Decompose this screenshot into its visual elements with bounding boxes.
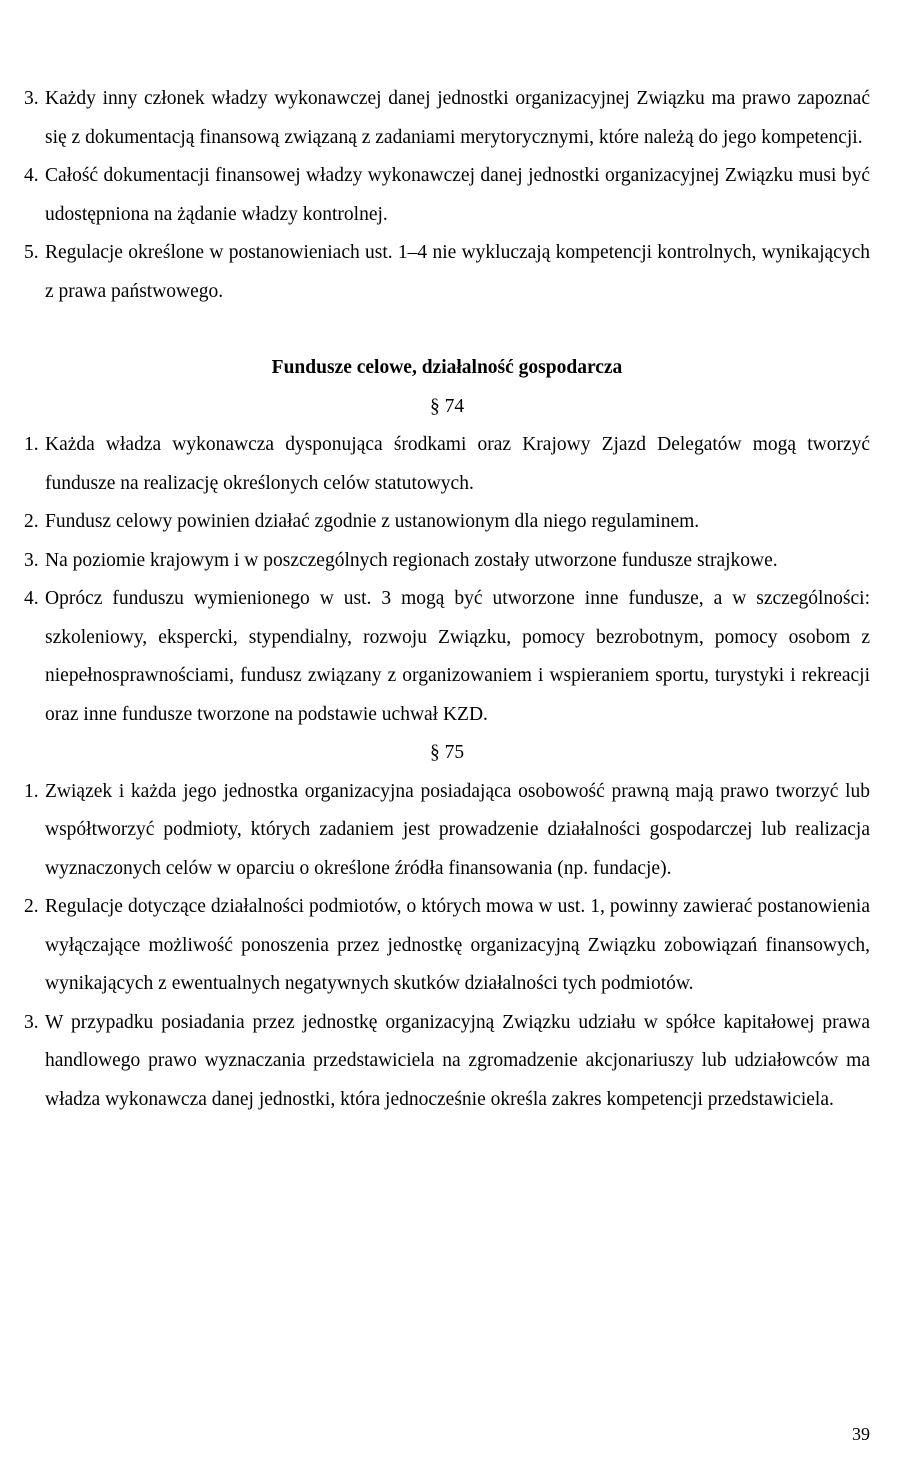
item-number: 1.: [24, 780, 39, 802]
list-item: [24, 1004, 870, 1120]
section-heading: Fundusze celowe, działalność gospodarcza: [271, 357, 623, 378]
sec74-list: [24, 426, 870, 734]
item-text: Fundusz celowy powinien działać zgodnie z ustanowionym dla niego regulaminem.: [45, 511, 700, 532]
paragraph-mark-75: § 75: [429, 742, 465, 763]
list-item: [24, 157, 870, 234]
item-number: 4.: [24, 588, 39, 609]
item-number: 1.: [24, 434, 39, 455]
item-text: Każda władza wykonawcza dysponująca środkami oraz Krajowy Zjazd Delegatów mogą tworzyć fundusze na realizację określonych celów statutowych.: [45, 434, 870, 494]
item-text: Związek i każda jego jednostka organizacyjna posiadająca osobowość prawną mają prawo tworzyć lub współtworzyć podmioty, których zadaniem jest prowadzenie działalności gospodarczej lub realizacja wyznaczonych celów w oparciu o określone źródła finansowania (np. fundacje).: [45, 780, 870, 879]
list-item: [24, 773, 870, 889]
item-number: 2.: [24, 896, 39, 917]
item-number: 3.: [24, 1011, 39, 1033]
item-text: Każdy inny członek władzy wykonawczej danej jednostki organizacyjnej Związku ma prawo zapoznać się z dokumentacją finansową związaną z zadaniami merytorycznymi, które należą do jego kompetencji.: [45, 88, 870, 148]
item-number: 5.: [24, 242, 39, 263]
item-text: Oprócz funduszu wymienionego w ust. 3 mogą być utworzone inne fundusze, a w szczególności: szkoleniowy, ekspercki, stypendialny, rozwoju Związku, pomocy bezrobotnym, pomocy osobom z niepełnosprawnościami, fundusz związany z organizowaniem i wspieraniem sportu, turystyki i rekreacji oraz inne fundusze tworzone na podstawie uchwał KZD.: [45, 588, 870, 725]
item-text: Regulacje dotyczące działalności podmiotów, o których mowa w ust. 1, powinny zawierać postanowienia wyłączające możliwość ponoszenia przez jednostkę organizacyjną Związku zobowiązań finansowych, wynikających z ewentualnych negatywnych skutków działalności tych podmiotów.: [45, 896, 870, 994]
list-item: [24, 542, 870, 581]
item-number: 3.: [24, 88, 39, 109]
list-item: [24, 888, 870, 1004]
sec75-list: [24, 773, 870, 1120]
item-text: W przypadku posiadania przez jednostkę organizacyjną Związku udziału w spółce kapitałowej prawa handlowego prawo wyznaczania przedstawiciela na zgromadzenie akcjonariuszy lub udziałowców ma władza wykonawcza danej jednostki, która jednocześnie określa zakres kompetencji przedstawiciela.: [45, 1011, 870, 1110]
item-number: 4.: [24, 165, 39, 186]
page-number: 39: [852, 1424, 870, 1444]
item-text: Całość dokumentacji finansowej władzy wykonawczej danej jednostki organizacyjnej Związku musi być udostępniona na żądanie władzy kontrolnej.: [45, 165, 870, 225]
list-item: [24, 80, 870, 157]
paragraph-mark-74: § 74: [429, 395, 465, 417]
list-item: [24, 503, 870, 542]
item-number: 2.: [24, 511, 39, 532]
list-item: [24, 580, 870, 734]
item-text: Regulacje określone w postanowieniach ust. 1–4 nie wykluczają kompetencji kontrolnych, wynikających z prawa państwowego.: [45, 242, 870, 302]
list-item: [24, 426, 870, 503]
item-number: 3.: [24, 549, 39, 571]
list-item: [24, 234, 870, 311]
item-text: Na poziomie krajowym i w poszczególnych regionach zostały utworzone fundusze strajkowe.: [45, 549, 778, 571]
top-list: [24, 80, 870, 311]
